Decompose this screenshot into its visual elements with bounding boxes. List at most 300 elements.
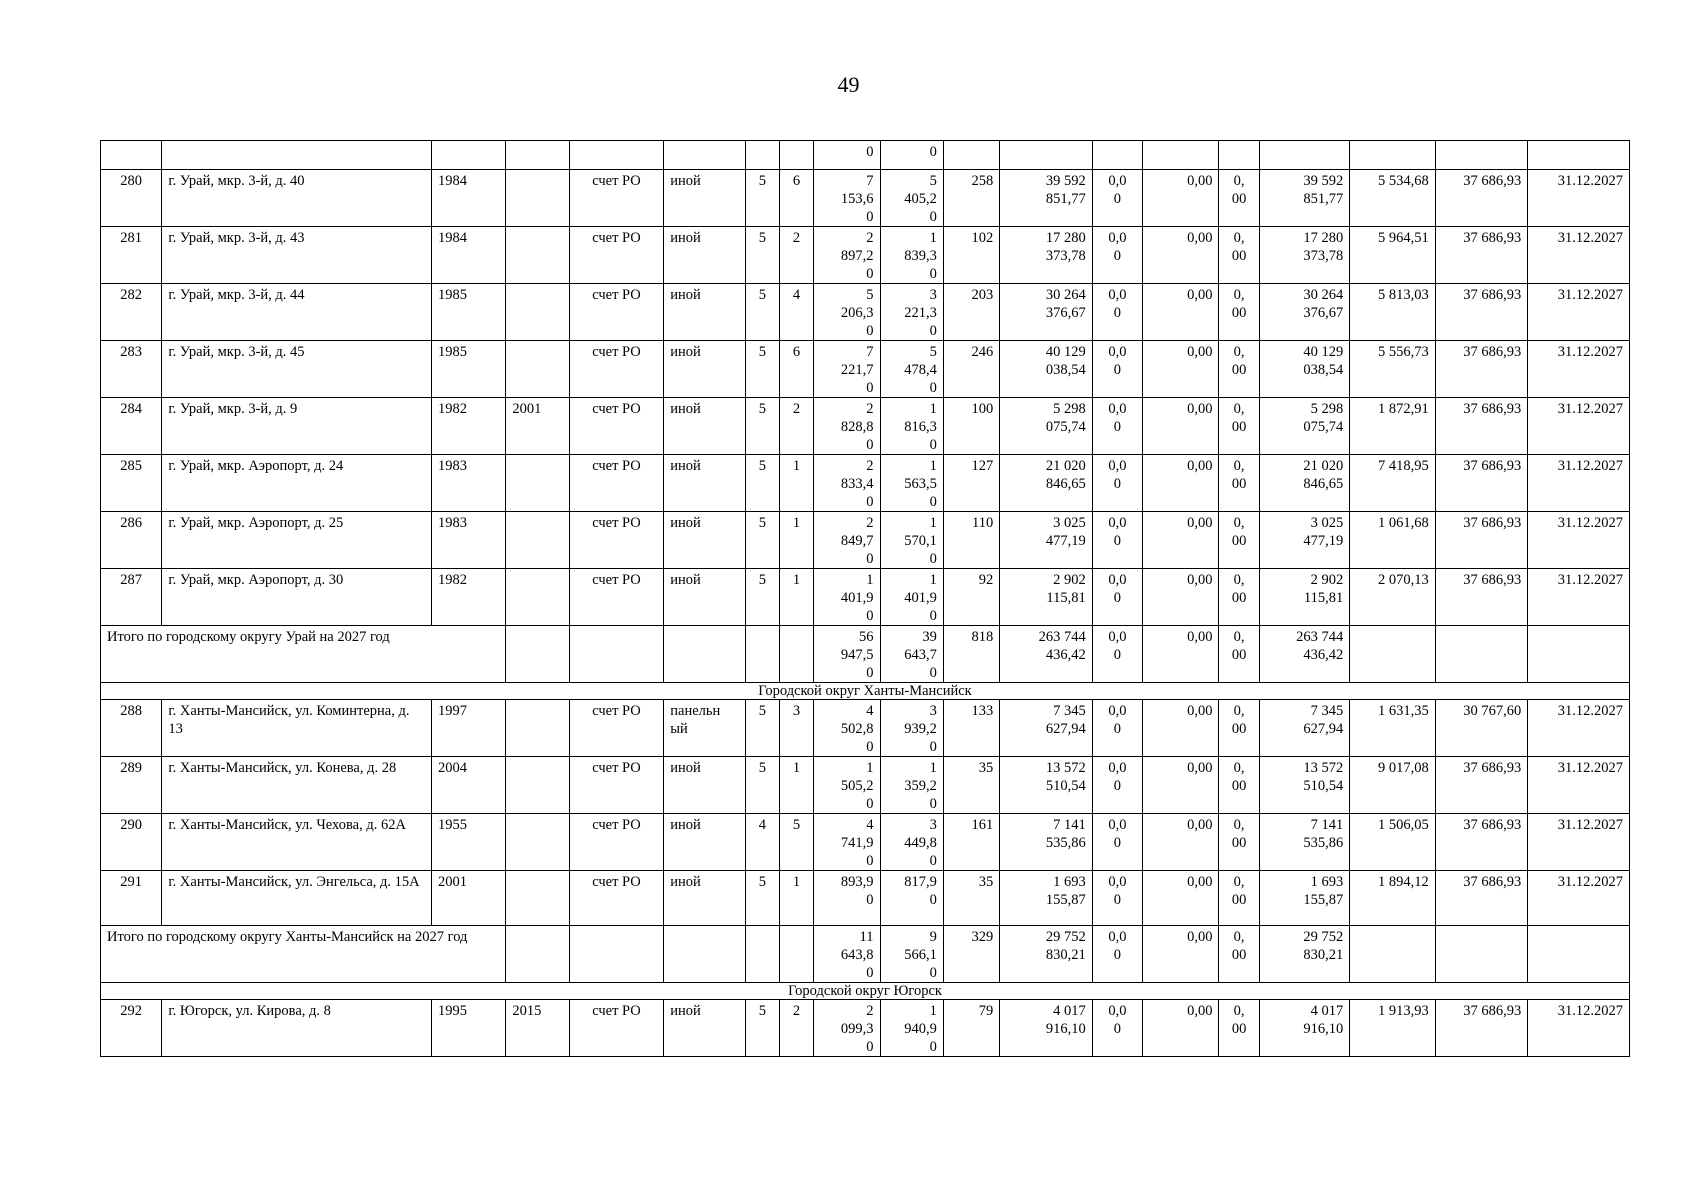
fund-owners-cell: 4 017 916,10 [1259,1000,1350,1057]
cost-total-cell: 21 020 846,65 [1000,455,1093,512]
unit-cost-cell: 9 017,08 [1350,757,1436,814]
residents-cell: 258 [943,170,999,227]
cost-total-cell: 30 264 376,67 [1000,284,1093,341]
year-repair-cell [506,227,569,284]
fund-local-cell: 0, 00 [1219,227,1259,284]
floors-cell: 4 [745,814,779,871]
fund-local-cell: 0, 00 [1219,341,1259,398]
cost-total-cell: 5 298 075,74 [1000,398,1093,455]
fund-federal-cell: 0,0 0 [1092,170,1142,227]
total-label: Итого по городскому округу Урай на 2027 год [101,626,506,683]
area-living-cell: 1 401,9 0 [880,569,943,626]
area-living-cell: 1 839,3 0 [880,227,943,284]
limit-cost-cell: 37 686,93 [1435,871,1528,926]
entrances-cell: 6 [779,341,813,398]
area-total-cell: 2 828,8 0 [814,398,880,455]
area-total-cell: 0 [814,141,880,170]
fund-regional-cell: 0,00 [1143,284,1219,341]
address-cell: г. Югорск, ул. Кирова, д. 8 [162,1000,432,1057]
cost-total-cell: 39 592 851,77 [1000,170,1093,227]
wall-material-cell: иной [664,341,745,398]
fund-federal-cell: 0,0 0 [1092,398,1142,455]
area-living-cell: 1 563,5 0 [880,455,943,512]
fund-regional-cell: 0,00 [1143,341,1219,398]
floors-cell: 5 [745,284,779,341]
area-living-cell: 9 566,1 0 [880,926,943,983]
total-label: Итого по городскому округу Ханты-Мансийск на 2027 год [101,926,506,983]
floors-cell: 5 [745,455,779,512]
wall-material-cell: иной [664,1000,745,1057]
wall-material-cell: панельн ый [664,700,745,757]
fund-federal-cell: 0,0 0 [1092,1000,1142,1057]
row-number-cell: 288 [101,700,162,757]
fund-local-cell: 0, 00 [1219,757,1259,814]
wall-material-cell: иной [664,569,745,626]
limit-cost-cell: 37 686,93 [1435,1000,1528,1057]
unit-cost-cell: 1 894,12 [1350,871,1436,926]
empty-cell [779,926,813,983]
fund-owners-cell: 30 264 376,67 [1259,284,1350,341]
entrances-cell: 2 [779,398,813,455]
deadline-cell: 31.12.2027 [1528,814,1630,871]
unit-cost-cell: 1 872,91 [1350,398,1436,455]
fund-federal-cell: 0,0 0 [1092,341,1142,398]
address-cell: г. Ханты-Мансийск, ул. Конева, д. 28 [162,757,432,814]
fund-regional-cell: 0,00 [1143,569,1219,626]
area-total-cell: 56 947,5 0 [814,626,880,683]
table-row [101,227,1630,284]
fund-owners-cell: 5 298 075,74 [1259,398,1350,455]
area-total-cell: 7 221,7 0 [814,341,880,398]
area-living-cell: 3 449,8 0 [880,814,943,871]
cost-total-cell: 17 280 373,78 [1000,227,1093,284]
cost-total-cell: 7 141 535,86 [1000,814,1093,871]
deadline-cell: 31.12.2027 [1528,341,1630,398]
account-cell: счет РО [569,700,664,757]
year-built-cell: 2001 [431,871,505,926]
floors-cell: 5 [745,871,779,926]
row-number-cell: 287 [101,569,162,626]
fund-regional-cell: 0,00 [1143,512,1219,569]
floors-cell: 5 [745,227,779,284]
limit-cost-cell: 37 686,93 [1435,757,1528,814]
fund-federal-cell: 0,0 0 [1092,700,1142,757]
account-cell: счет РО [569,512,664,569]
fund-regional-cell: 0,00 [1143,227,1219,284]
residents-cell: 35 [943,871,999,926]
table-row [101,398,1630,455]
fund-federal-cell: 0,0 0 [1092,569,1142,626]
entrances-cell: 4 [779,284,813,341]
fund-regional-cell: 0,00 [1143,926,1219,983]
fund-owners-cell: 3 025 477,19 [1259,512,1350,569]
unit-cost-cell: 7 418,95 [1350,455,1436,512]
wall-material-cell: иной [664,455,745,512]
year-built-cell: 1983 [431,512,505,569]
year-built-cell: 1983 [431,455,505,512]
row-number-cell: 291 [101,871,162,926]
year-repair-cell: 2015 [506,1000,569,1057]
empty-cell [1350,926,1436,983]
year-repair-cell: 2001 [506,398,569,455]
empty-cell [506,626,569,683]
fund-owners-cell: 17 280 373,78 [1259,227,1350,284]
fund-regional-cell: 0,00 [1143,455,1219,512]
entrances-cell: 2 [779,1000,813,1057]
fund-local-cell: 0, 00 [1219,926,1259,983]
residents-cell: 133 [943,700,999,757]
table-row [101,512,1630,569]
area-living-cell: 0 [880,141,943,170]
empty-cell [1528,626,1630,683]
account-cell: счет РО [569,814,664,871]
floors-cell: 5 [745,341,779,398]
fund-local-cell: 0, 00 [1219,455,1259,512]
fund-owners-cell: 263 744 436,42 [1259,626,1350,683]
year-repair-cell [506,170,569,227]
wall-material-cell: иной [664,757,745,814]
area-living-cell: 39 643,7 0 [880,626,943,683]
fund-federal-cell: 0,0 0 [1092,926,1142,983]
year-repair-cell [506,757,569,814]
fund-federal-cell: 0,0 0 [1092,626,1142,683]
empty-cell [745,926,779,983]
fund-regional-cell: 0,00 [1143,398,1219,455]
empty-cell [1350,626,1436,683]
floors-cell: 5 [745,512,779,569]
residents-cell: 92 [943,569,999,626]
year-repair-cell [506,512,569,569]
table-row [101,569,1630,626]
wall-material-cell: иной [664,284,745,341]
fund-federal-cell: 0,0 0 [1092,871,1142,926]
entrances-cell: 1 [779,757,813,814]
area-total-cell: 1 505,2 0 [814,757,880,814]
unit-cost-cell: 1 631,35 [1350,700,1436,757]
row-number-cell: 283 [101,341,162,398]
account-cell: счет РО [569,284,664,341]
cost-total-cell: 13 572 510,54 [1000,757,1093,814]
fund-regional-cell: 0,00 [1143,1000,1219,1057]
year-repair-cell [506,284,569,341]
fund-regional-cell: 0,00 [1143,871,1219,926]
limit-cost-cell: 37 686,93 [1435,284,1528,341]
row-number-cell: 281 [101,227,162,284]
deadline-cell: 31.12.2027 [1528,700,1630,757]
account-cell: счет РО [569,398,664,455]
cost-total-cell: 1 693 155,87 [1000,871,1093,926]
fund-regional-cell: 0,00 [1143,757,1219,814]
area-living-cell: 1 570,1 0 [880,512,943,569]
deadline-cell: 31.12.2027 [1528,1000,1630,1057]
row-number-cell: 292 [101,1000,162,1057]
cost-total-cell: 40 129 038,54 [1000,341,1093,398]
year-repair-cell [506,569,569,626]
fund-owners-cell: 39 592 851,77 [1259,170,1350,227]
fund-local-cell: 0, 00 [1219,398,1259,455]
total-row [101,626,1630,683]
account-cell: счет РО [569,569,664,626]
deadline-cell: 31.12.2027 [1528,227,1630,284]
page-number: 49 [837,72,860,97]
residents-cell: 127 [943,455,999,512]
empty-cell [1435,626,1528,683]
wall-material-cell: иной [664,512,745,569]
year-built-cell: 1982 [431,398,505,455]
entrances-cell: 1 [779,569,813,626]
year-built-cell: 1955 [431,814,505,871]
fund-regional-cell: 0,00 [1143,700,1219,757]
unit-cost-cell: 5 964,51 [1350,227,1436,284]
address-cell: г. Урай, мкр. Аэропорт, д. 30 [162,569,432,626]
residents-cell: 110 [943,512,999,569]
fund-regional-cell: 0,00 [1143,814,1219,871]
floors-cell: 5 [745,700,779,757]
fund-owners-cell: 1 693 155,87 [1259,871,1350,926]
wall-material-cell: иной [664,227,745,284]
fund-federal-cell: 0,0 0 [1092,757,1142,814]
entrances-cell: 3 [779,700,813,757]
limit-cost-cell: 37 686,93 [1435,170,1528,227]
deadline-cell: 31.12.2027 [1528,757,1630,814]
limit-cost-cell: 37 686,93 [1435,455,1528,512]
table-row [101,871,1630,926]
area-living-cell: 3 221,3 0 [880,284,943,341]
table-row [101,814,1630,871]
limit-cost-cell: 37 686,93 [1435,398,1528,455]
limit-cost-cell: 37 686,93 [1435,227,1528,284]
area-total-cell: 2 849,7 0 [814,512,880,569]
fund-owners-cell: 29 752 830,21 [1259,926,1350,983]
unit-cost-cell: 1 061,68 [1350,512,1436,569]
account-cell: счет РО [569,871,664,926]
entrances-cell: 1 [779,455,813,512]
limit-cost-cell: 37 686,93 [1435,814,1528,871]
entrances-cell: 6 [779,170,813,227]
address-cell: г. Ханты-Мансийск, ул. Энгельса, д. 15А [162,871,432,926]
continuation-row [101,141,1630,170]
address-cell: г. Урай, мкр. 3-й, д. 9 [162,398,432,455]
year-repair-cell [506,871,569,926]
residents-cell: 246 [943,341,999,398]
fund-local-cell: 0, 00 [1219,871,1259,926]
area-total-cell: 4 502,8 0 [814,700,880,757]
fund-owners-cell: 7 141 535,86 [1259,814,1350,871]
area-living-cell: 817,9 0 [880,871,943,926]
fund-owners-cell: 13 572 510,54 [1259,757,1350,814]
section-title: Городской округ Ханты-Мансийск [101,683,1630,700]
capital-repair-register-table [100,140,1630,1057]
residents-cell: 329 [943,926,999,983]
entrances-cell: 5 [779,814,813,871]
table-row [101,757,1630,814]
area-total-cell: 893,9 0 [814,871,880,926]
unit-cost-cell: 5 556,73 [1350,341,1436,398]
area-total-cell: 2 897,2 0 [814,227,880,284]
table-row [101,700,1630,757]
fund-owners-cell: 7 345 627,94 [1259,700,1350,757]
year-built-cell: 1982 [431,569,505,626]
address-cell: г. Урай, мкр. Аэропорт, д. 24 [162,455,432,512]
limit-cost-cell: 37 686,93 [1435,569,1528,626]
fund-owners-cell: 2 902 115,81 [1259,569,1350,626]
table-row [101,455,1630,512]
fund-owners-cell: 40 129 038,54 [1259,341,1350,398]
year-built-cell: 1985 [431,341,505,398]
residents-cell: 203 [943,284,999,341]
address-cell: г. Урай, мкр. Аэропорт, д. 25 [162,512,432,569]
wall-material-cell: иной [664,170,745,227]
row-number-cell: 285 [101,455,162,512]
deadline-cell: 31.12.2027 [1528,871,1630,926]
floors-cell: 5 [745,170,779,227]
address-cell: г. Урай, мкр. 3-й, д. 45 [162,341,432,398]
year-built-cell: 1984 [431,227,505,284]
residents-cell: 161 [943,814,999,871]
deadline-cell: 31.12.2027 [1528,512,1630,569]
fund-regional-cell: 0,00 [1143,170,1219,227]
wall-material-cell: иной [664,871,745,926]
area-total-cell: 5 206,3 0 [814,284,880,341]
fund-local-cell: 0, 00 [1219,626,1259,683]
area-living-cell: 1 940,9 0 [880,1000,943,1057]
area-living-cell: 5 405,2 0 [880,170,943,227]
address-cell: г. Урай, мкр. 3-й, д. 43 [162,227,432,284]
year-repair-cell [506,455,569,512]
fund-local-cell: 0, 00 [1219,512,1259,569]
unit-cost-cell: 2 070,13 [1350,569,1436,626]
limit-cost-cell: 30 767,60 [1435,700,1528,757]
entrances-cell: 2 [779,227,813,284]
account-cell: счет РО [569,1000,664,1057]
year-built-cell: 1984 [431,170,505,227]
deadline-cell: 31.12.2027 [1528,284,1630,341]
year-repair-cell [506,700,569,757]
row-number-cell: 280 [101,170,162,227]
residents-cell: 35 [943,757,999,814]
cost-total-cell: 3 025 477,19 [1000,512,1093,569]
empty-cell [1528,926,1630,983]
section-header-row [101,983,1630,1000]
row-number-cell: 289 [101,757,162,814]
residents-cell: 818 [943,626,999,683]
table-row [101,341,1630,398]
table-row [101,170,1630,227]
fund-regional-cell: 0,00 [1143,626,1219,683]
year-repair-cell [506,814,569,871]
area-total-cell: 2 833,4 0 [814,455,880,512]
account-cell: счет РО [569,757,664,814]
wall-material-cell: иной [664,398,745,455]
area-total-cell: 1 401,9 0 [814,569,880,626]
row-number-cell: 282 [101,284,162,341]
address-cell: г. Урай, мкр. 3-й, д. 44 [162,284,432,341]
unit-cost-cell: 5 534,68 [1350,170,1436,227]
account-cell: счет РО [569,455,664,512]
cost-total-cell: 2 902 115,81 [1000,569,1093,626]
area-living-cell: 5 478,4 0 [880,341,943,398]
year-built-cell: 2004 [431,757,505,814]
empty-cell [569,926,664,983]
year-built-cell: 1985 [431,284,505,341]
empty-cell [569,626,664,683]
total-row [101,926,1630,983]
account-cell: счет РО [569,341,664,398]
floors-cell: 5 [745,757,779,814]
fund-federal-cell: 0,0 0 [1092,814,1142,871]
year-built-cell: 1997 [431,700,505,757]
fund-local-cell: 0, 00 [1219,700,1259,757]
residents-cell: 79 [943,1000,999,1057]
row-number-cell: 284 [101,398,162,455]
limit-cost-cell: 37 686,93 [1435,512,1528,569]
floors-cell: 5 [745,398,779,455]
unit-cost-cell: 5 813,03 [1350,284,1436,341]
row-number-cell: 286 [101,512,162,569]
floors-cell: 5 [745,569,779,626]
empty-cell [745,626,779,683]
area-total-cell: 11 643,8 0 [814,926,880,983]
deadline-cell: 31.12.2027 [1528,398,1630,455]
entrances-cell: 1 [779,512,813,569]
fund-federal-cell: 0,0 0 [1092,455,1142,512]
account-cell: счет РО [569,170,664,227]
fund-federal-cell: 0,0 0 [1092,284,1142,341]
area-living-cell: 1 359,2 0 [880,757,943,814]
empty-cell [506,926,569,983]
address-cell: г. Ханты-Мансийск, ул. Чехова, д. 62А [162,814,432,871]
residents-cell: 100 [943,398,999,455]
cost-total-cell: 7 345 627,94 [1000,700,1093,757]
section-header-row [101,683,1630,700]
section-title: Городской округ Югорск [101,983,1630,1000]
fund-local-cell: 0, 00 [1219,1000,1259,1057]
year-built-cell: 1995 [431,1000,505,1057]
address-cell: г. Урай, мкр. 3-й, д. 40 [162,170,432,227]
cost-total-cell: 4 017 916,10 [1000,1000,1093,1057]
limit-cost-cell: 37 686,93 [1435,341,1528,398]
fund-owners-cell: 21 020 846,65 [1259,455,1350,512]
residents-cell: 102 [943,227,999,284]
row-number-cell: 290 [101,814,162,871]
fund-local-cell: 0, 00 [1219,284,1259,341]
fund-local-cell: 0, 00 [1219,170,1259,227]
deadline-cell: 31.12.2027 [1528,455,1630,512]
fund-local-cell: 0, 00 [1219,569,1259,626]
area-living-cell: 1 816,3 0 [880,398,943,455]
empty-cell [664,926,745,983]
deadline-cell: 31.12.2027 [1528,170,1630,227]
unit-cost-cell: 1 506,05 [1350,814,1436,871]
deadline-cell: 31.12.2027 [1528,569,1630,626]
year-repair-cell [506,341,569,398]
fund-federal-cell: 0,0 0 [1092,227,1142,284]
fund-federal-cell: 0,0 0 [1092,512,1142,569]
address-cell: г. Ханты-Мансийск, ул. Коминтерна, д. 13 [162,700,432,757]
cost-total-cell: 263 744 436,42 [1000,626,1093,683]
area-total-cell: 4 741,9 0 [814,814,880,871]
unit-cost-cell: 1 913,93 [1350,1000,1436,1057]
table-row [101,1000,1630,1057]
account-cell: счет РО [569,227,664,284]
entrances-cell: 1 [779,871,813,926]
cost-total-cell: 29 752 830,21 [1000,926,1093,983]
empty-cell [1435,926,1528,983]
table-row [101,284,1630,341]
floors-cell: 5 [745,1000,779,1057]
area-living-cell: 3 939,2 0 [880,700,943,757]
empty-cell [779,626,813,683]
